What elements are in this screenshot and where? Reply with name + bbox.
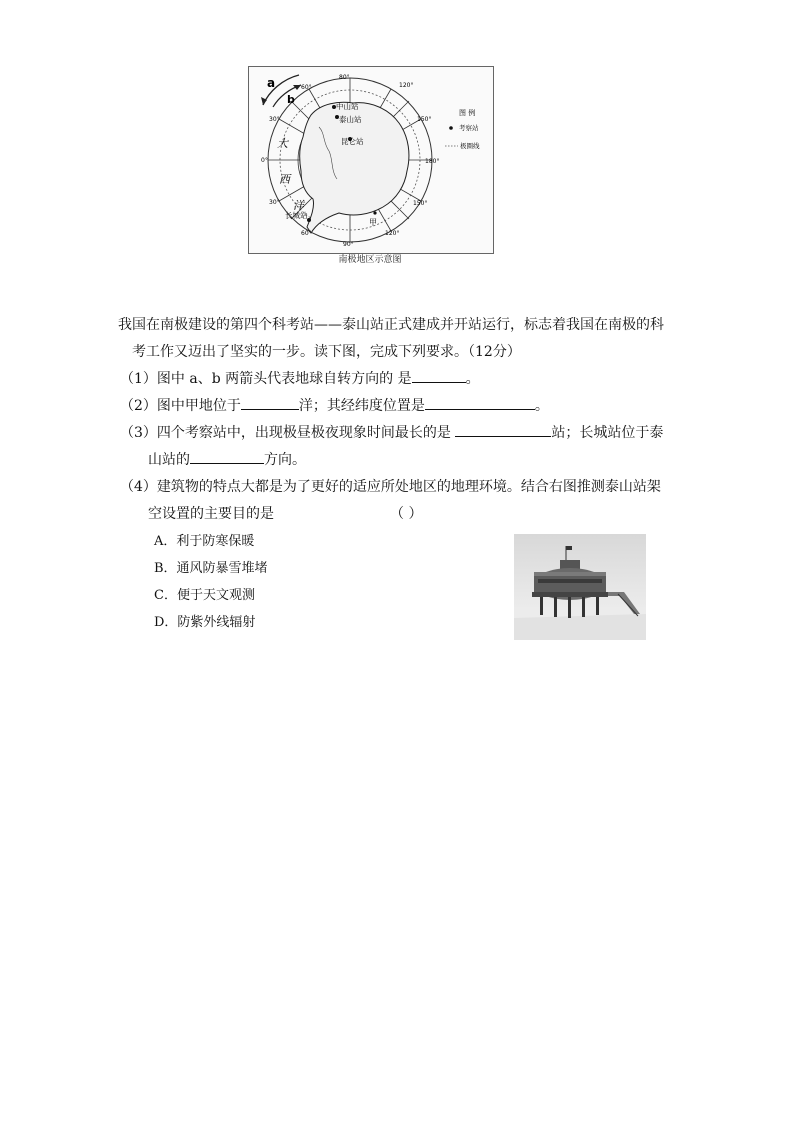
map-caption: 南极地区示意图 — [338, 255, 402, 265]
q2-mid: 洋；其经纬度位置是 — [298, 398, 425, 414]
arrow-label-a: a — [267, 76, 276, 90]
lon-label: 90° — [343, 241, 354, 248]
arrow-label-b: b — [287, 93, 295, 106]
question-3 — [118, 420, 678, 447]
lon-label: 30° — [269, 116, 280, 123]
q2-text: （2）图中甲地位于 — [120, 398, 241, 414]
q3-text: （3）四个考察站中，出现极昼极夜现象时间最长的是 — [120, 425, 456, 441]
legend-title: 图 例 — [459, 109, 476, 117]
lon-label: 60° — [301, 84, 312, 91]
option-c[interactable]: C．便于天文观测 — [154, 588, 255, 603]
taishan-station-photo — [514, 534, 646, 640]
question-4-line-2 — [118, 501, 678, 528]
question-1 — [118, 366, 678, 393]
station-label-taishan: 泰山站 — [339, 115, 362, 124]
q3-mid: 站；长城站位于泰 — [551, 425, 664, 441]
lon-label: 60° — [301, 230, 312, 237]
station-label-kunlun: 昆仑站 — [341, 137, 364, 146]
station-label-changcheng: 长城站 — [285, 211, 308, 220]
lon-label: 30° — [269, 199, 280, 206]
place-label-jia: 甲 — [369, 218, 377, 227]
q3-station-blank[interactable] — [455, 420, 551, 437]
q2-position-blank[interactable] — [425, 393, 535, 410]
ocean-char: 洋 — [293, 199, 304, 212]
lon-label: 150° — [417, 116, 432, 123]
lon-label: 120° — [399, 82, 414, 89]
antarctica-map — [248, 66, 494, 254]
station-marker — [307, 218, 311, 222]
q1-text: （1）图中 a、b 两箭头代表地球自转方向的 是 — [120, 371, 412, 387]
intro-line-2: 考工作又迈出了坚实的一步。读下图，完成下列要求。（12分） — [132, 344, 521, 360]
station-label-zhongshan: 中山站 — [336, 102, 359, 111]
q4-line2: 空设置的主要目的是 — [148, 506, 274, 522]
place-marker — [373, 211, 376, 214]
question-2 — [118, 393, 678, 420]
ocean-char: 大 — [277, 137, 288, 150]
option-b[interactable]: B．通风防暴雪堆堵 — [154, 561, 268, 576]
q1-answer-blank[interactable] — [412, 366, 466, 383]
ocean-char: 西 — [279, 173, 290, 186]
intro-line-1: 我国在南极建设的第四个科考站——泰山站正式建成并开站运行，标志着我国在南极的科 — [118, 317, 664, 333]
option-a[interactable]: A．利于防寒保暖 — [154, 534, 255, 549]
q3-line2-end: 方向。 — [264, 452, 306, 468]
legend-station: 考察站 — [459, 124, 479, 132]
option-d[interactable]: D．防紫外线辐射 — [154, 615, 256, 630]
question-3-line-2 — [118, 447, 678, 474]
lon-label: 80° — [339, 74, 350, 81]
q1-end: 。 — [465, 371, 480, 387]
legend-station-icon — [449, 126, 453, 130]
q3-direction-blank[interactable] — [190, 447, 264, 464]
question-4: （4）建筑物的特点大都是为了更好的适应所处地区的地理环境。结合右图推测泰山站架 — [120, 479, 661, 495]
q2-end: 。 — [534, 398, 549, 414]
legend-polar-circle: 极圈线 — [460, 142, 480, 150]
lon-label: 150° — [413, 200, 428, 207]
lon-label: 180° — [425, 158, 440, 165]
q2-ocean-blank[interactable] — [241, 393, 299, 410]
q4-answer-paren[interactable]: （ ） — [390, 506, 423, 522]
lon-label: 120° — [385, 230, 400, 237]
lon-label: 0° — [261, 157, 268, 164]
polar-projection-map — [249, 67, 493, 253]
q3-line2-start: 山站的 — [148, 452, 190, 468]
